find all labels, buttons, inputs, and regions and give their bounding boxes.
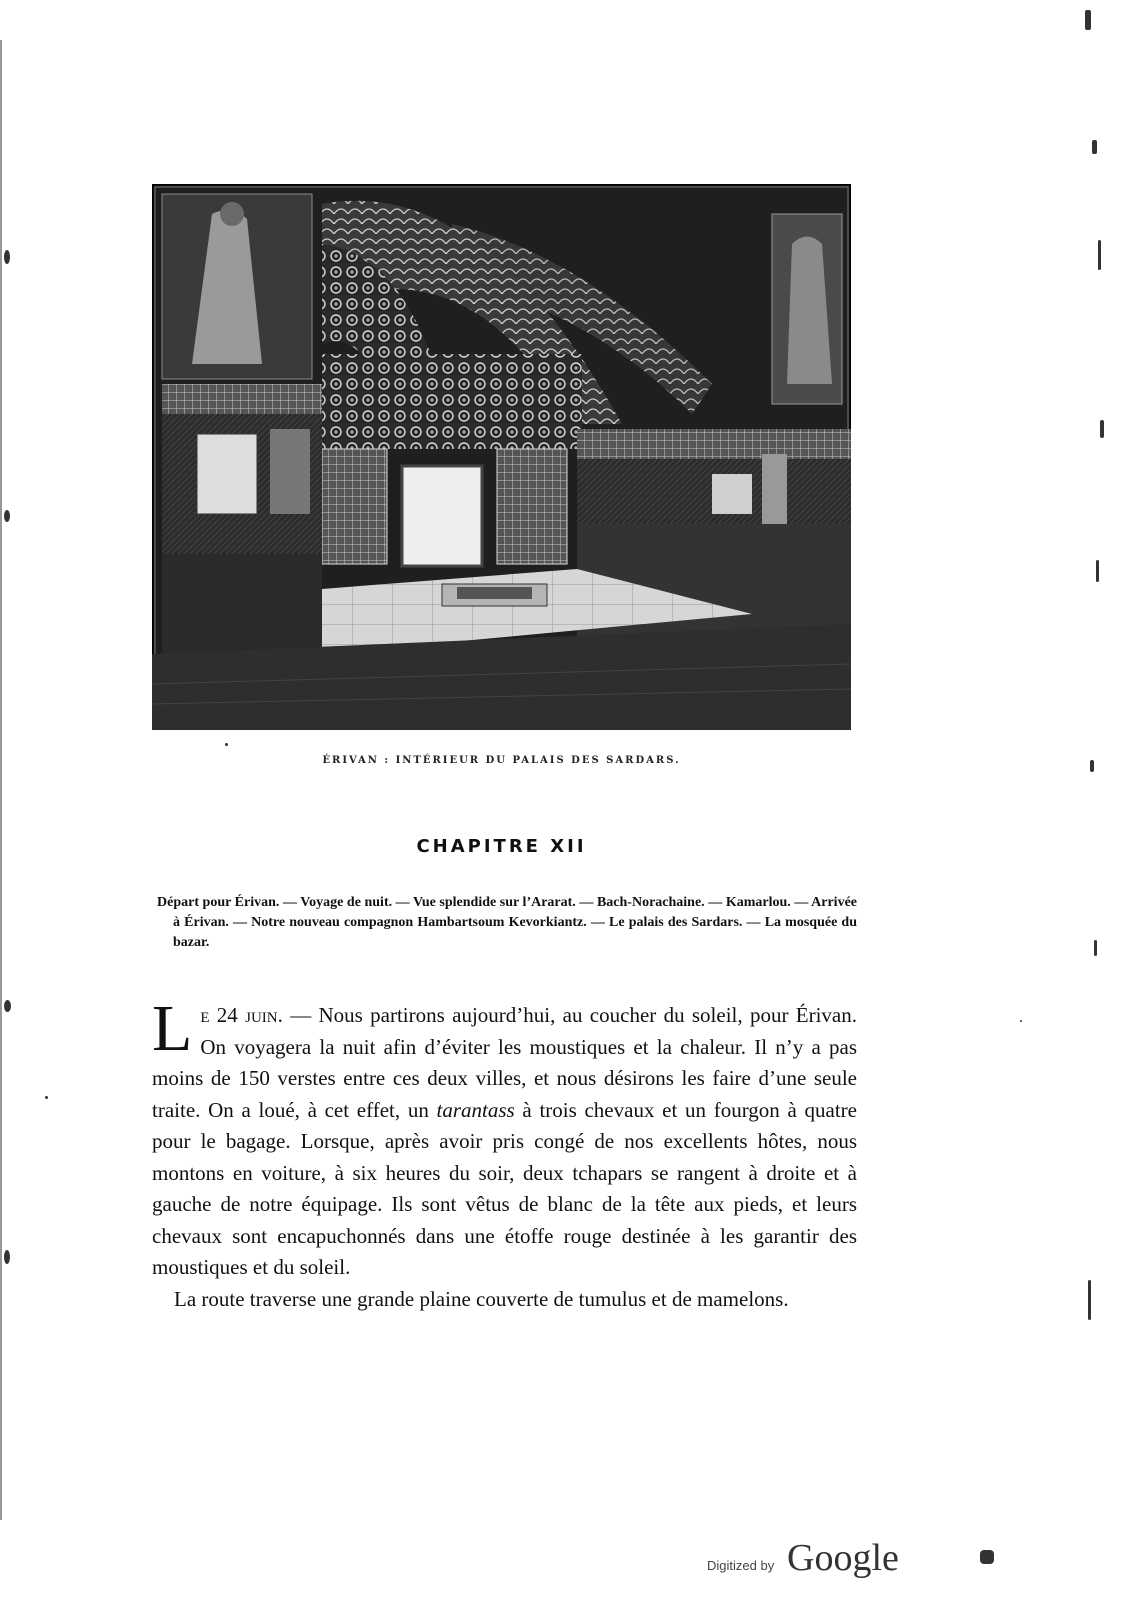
paragraph-1-text-a: — Nous partirons aujourd’hui, au coucher du soleil, pour Érivan. On voyagera la nuit afin d’éviter les moustiques et la chaleur. Il n’y a pas moins de 150 verstes entre ces deux villes, et nous désirons les faire d’une seule traite. On a loué, à cet effet, un xyxy=(152,1003,857,1122)
chapter-summary: Départ pour Érivan. — Voyage de nuit. — Vue splendide sur l’Ararat. — Bach-Norachaine. — Kamarlou. — Arrivée à Érivan. — Notre nouveau compagnon Hambartsoum Kevorkiantz. — Le palais des Sardars. — La mosquée du bazar. xyxy=(157,895,857,950)
paragraph-1-italic: tarantass xyxy=(436,1097,515,1122)
digitized-watermark xyxy=(705,1530,925,1580)
photo-engraving-icon xyxy=(152,184,851,730)
watermark-prefix: Digitized by xyxy=(707,1558,775,1573)
paragraph-1 xyxy=(152,992,857,1284)
body-text xyxy=(152,992,857,1315)
entry-date: e 24 juin. xyxy=(200,1003,283,1027)
dropcap: L xyxy=(152,992,193,1065)
paragraph-1-text-b: à trois chevaux et un fourgon à quatre pour le bagage. Lorsque, après avoir pris congé de nos excellents hôtes, nous montons en voiture, à six heures du soir, deux tchapars se rangent à droite et à gauche de notre équipage. Ils sont vêtus de blanc de la tête aux pieds, et leurs chevaux sont encapuchonnés dans une étoffe rouge destinée à les garantir des moustiques et du soleil. xyxy=(152,1097,857,1279)
figure-caption: ÉRIVAN : INTÉRIEUR DU PALAIS DES SARDARS. xyxy=(322,755,681,766)
illustration-palace-interior xyxy=(152,184,851,730)
chapter-title: CHAPITRE XII xyxy=(416,836,587,857)
paragraph-2: La route traverse une grande plaine couverte de tumulus et de mamelons. xyxy=(174,1286,789,1311)
google-logo: Google xyxy=(787,1537,899,1579)
